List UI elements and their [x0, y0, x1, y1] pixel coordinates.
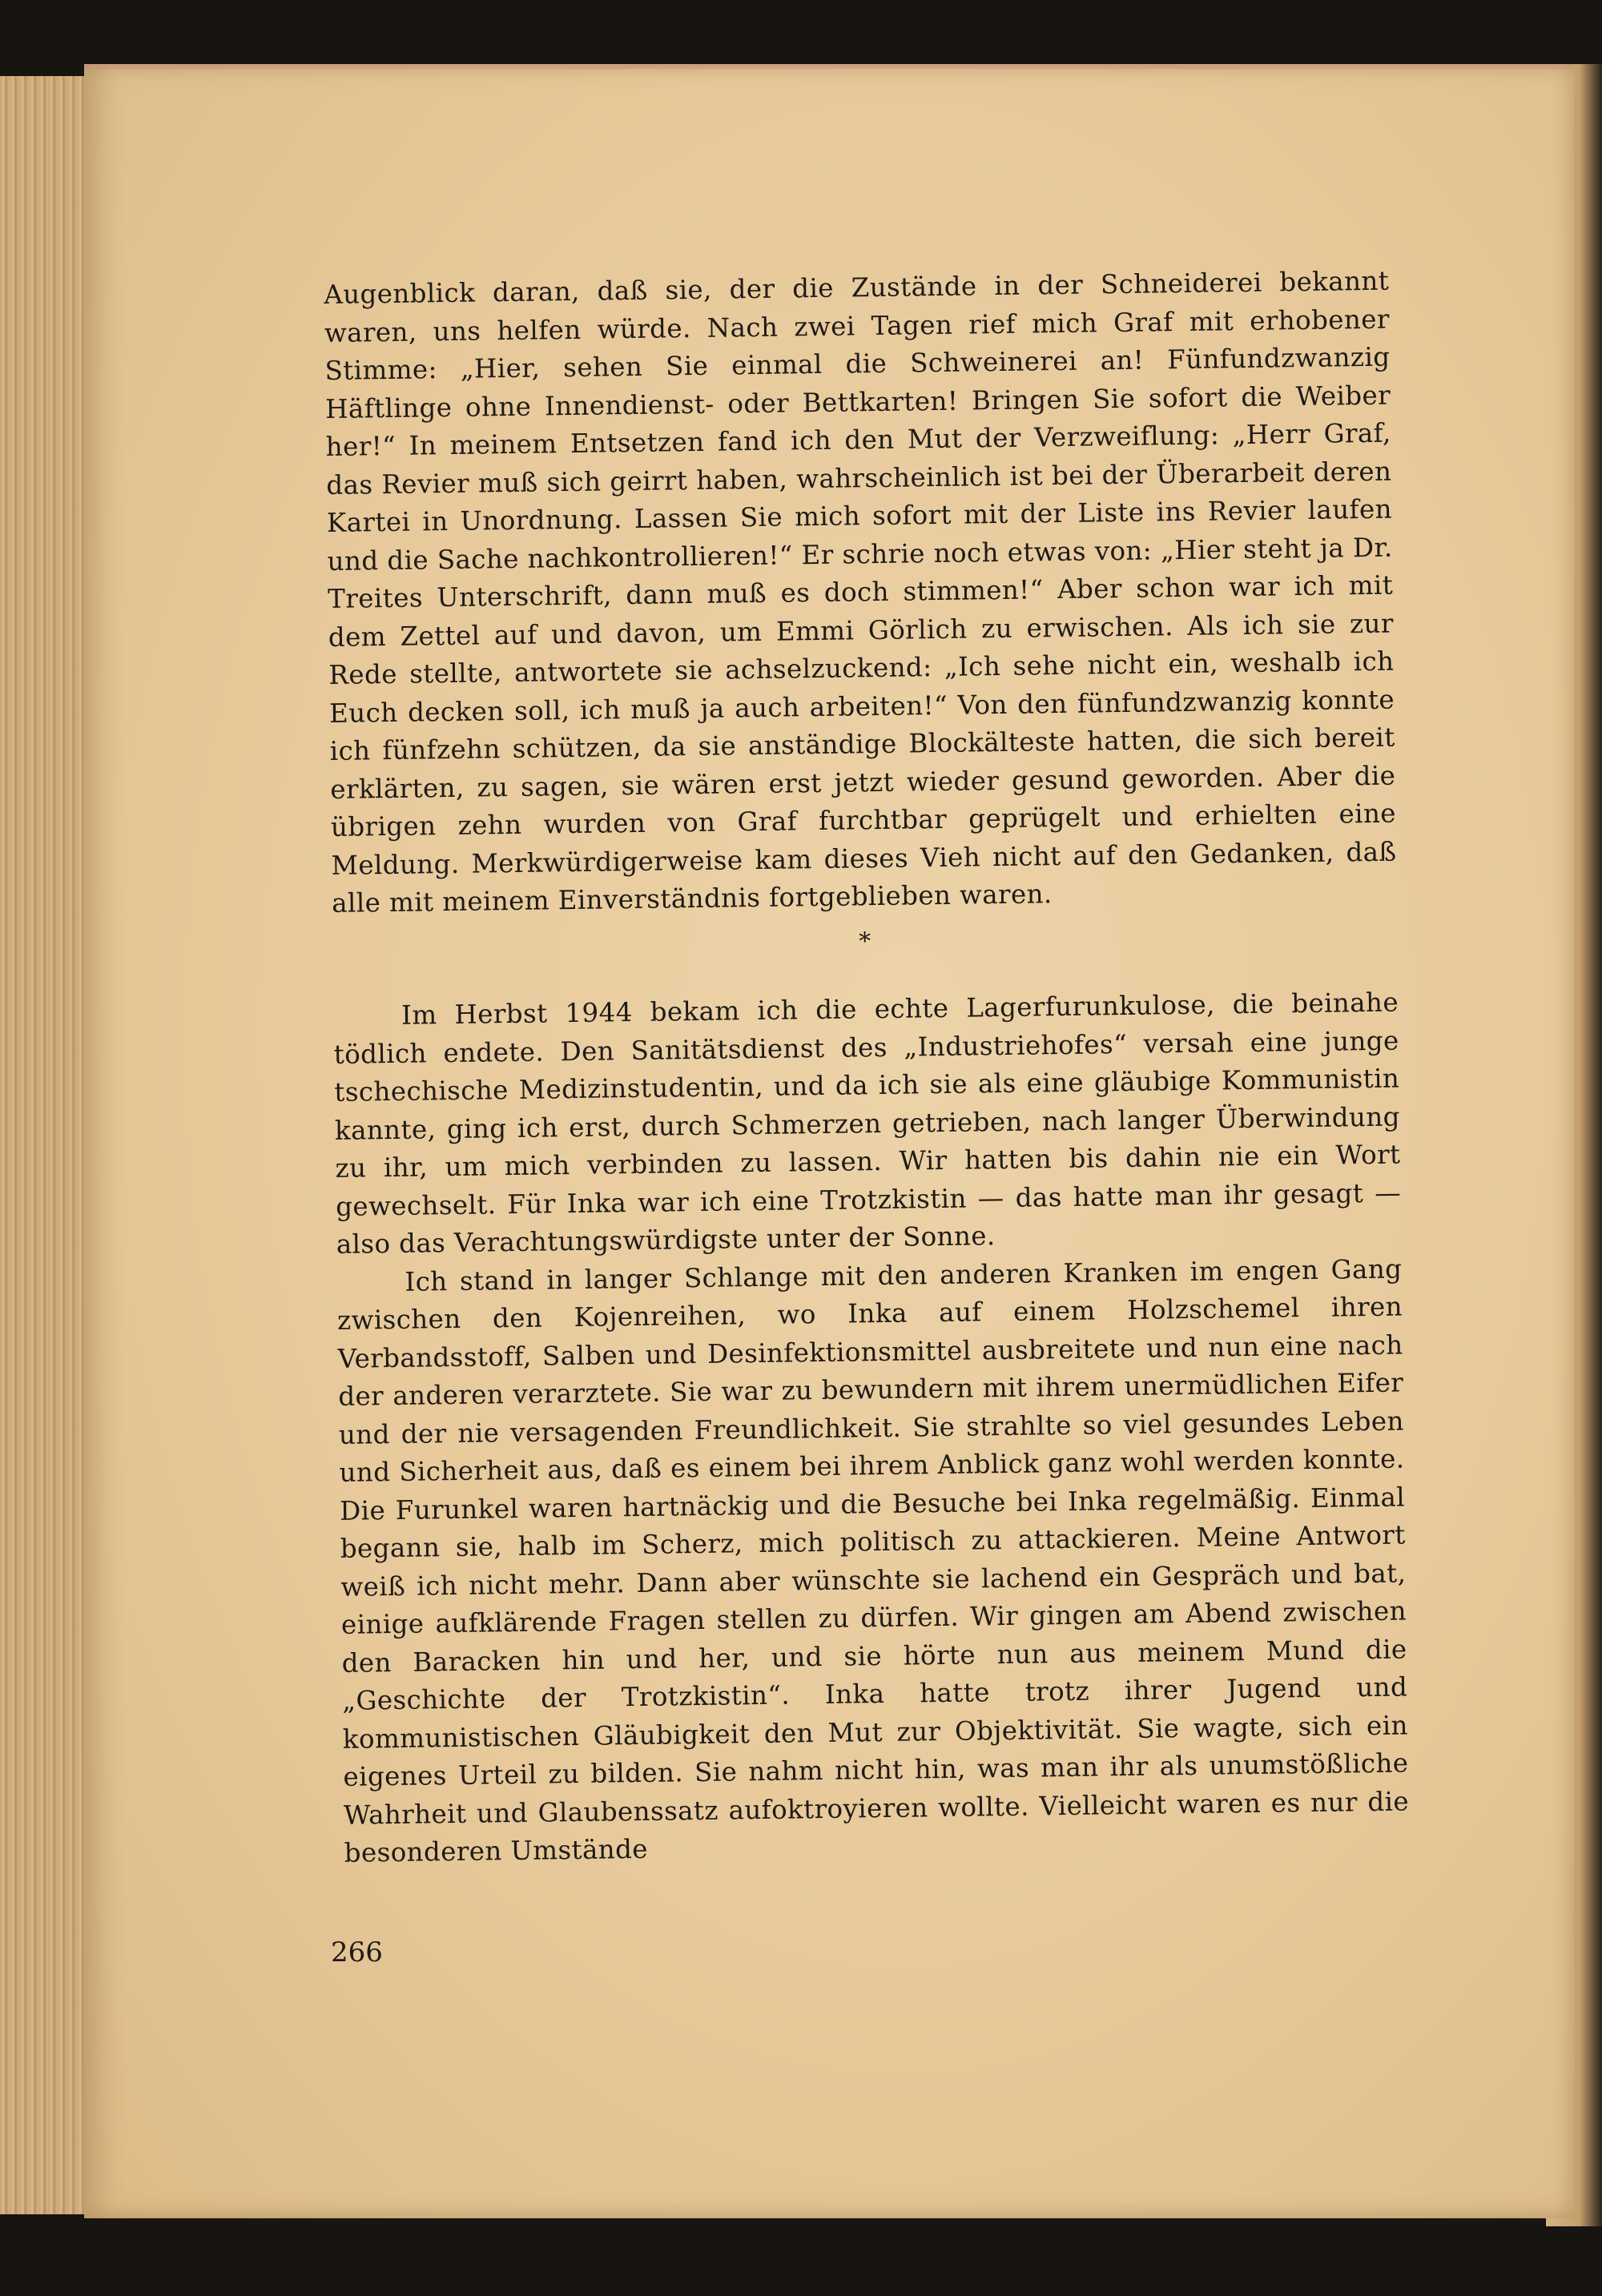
paragraph: Augenblick daran, daß sie, der die Zustände in der Schneiderei bekannt waren, uns helfen würde. Nach zwei Tagen rief mich Graf mit erhobener Stimme: „Hier, sehen Sie einmal die Schweinerei an! Fünfundzwanzig Häftlinge ohne Innendienst- oder Bettkarten! Bringen Sie sofort die Weiber her!“ In meinem Entsetzen fand ich den Mut der Verzweiflung: „Herr Graf, das Revier muß sich geirrt haben, wahrscheinlich ist bei der Überarbeit deren Kartei in Unordnung. Lassen Sie mich sofort mit der Liste ins Revier laufen und die Sache nachkontrollieren!“ Er schrie noch etwas von: „Hier steht ja Dr. Treites Unterschrift, dann muß es doch stimmen!“ Aber schon war ich mit dem Zettel auf und davon, um Emmi Görlich zu erwischen. Als ich sie zur Rede stellte, antwortete sie achselzuckend: „Ich sehe nicht ein, weshalb ich Euch decken soll, ich muß ja auch arbeiten!“ Von den fünfundzwanzig konnte ich fünfzehn schützen, da sie anständige Blockälteste hatten, die sich bereit erklärten, zu sagen, sie wären erst jetzt wieder gesund geworden. Aber die übrigen zehn wurden von Graf furchtbar geprügelt und erhielten eine Meldung. Merkwürdigerweise kam dieses Vieh nicht auf den Gedanken, daß alle mit meinem Einverständnis fortgeblieben waren. [324, 265, 1397, 919]
page-top-edge [84, 64, 1574, 69]
paragraph: Ich stand in langer Schlange mit den anderen Kranken im engen Gang zwischen den Kojenreihen, wo Inka auf einem Holzschemel ihren Verbandsstoff, Salben und Desinfektionsmittel ausbreitete und nun eine nach der anderen verarztete. Sie war zu bewundern mit ihrem unermüdlichen Eifer und der nie versagenden Freundlichkeit. Sie strahlte so viel gesundes Leben und Sicherheit aus, daß es einem bei ihrem Anblick ganz wohl werden konnte. Die Furunkel waren hartnäckig und die Besuche bei Inka regelmäßig. Einmal begann sie, halb im Scherz, mich politisch zu attackieren. Meine Antwort weiß ich nicht mehr. Dann aber wünschte sie lachend ein Gespräch und bat, einige aufklärende Fragen stellen zu dürfen. Wir gingen am Abend zwischen den Baracken hin und her, und sie hörte nun aus meinem Mund die „Geschichte der Trotzkistin“. Inka hatte trotz ihrer Jugend und kommunistischen Gläubigkeit den Mut zur Objektivität. Sie wagte, sich ein eigenes Urteil zu bilden. Sie nahm nicht hin, was man ihr als unumstößliche Wahrheit und Glaubenssatz aufoktroyieren wollte. Vielleicht waren es nur die besonderen Umstände [336, 1253, 1410, 1868]
paragraph: Im Herbst 1944 bekam ich die echte Lagerfurunkulose, die beinahe tödlich endete. Den Sanitätsdienst des „Industriehofes“ versah eine junge tschechische Medizinstudentin, und da ich sie als eine gläubige Kommunistin kannte, ging ich erst, durch Schmerzen getrieben, nach langer Überwindung zu ihr, um mich verbinden zu lassen. Wir hatten bis dahin nie ein Wort gewechselt. Für Inka war ich eine Trotzkistin — das hatte man ihr gesagt — also das Verachtungswürdigste unter der Sonne. [333, 987, 1402, 1260]
section-separator: * [858, 927, 871, 955]
body-text [324, 263, 1410, 1873]
page-number: 266 [331, 1936, 383, 1968]
